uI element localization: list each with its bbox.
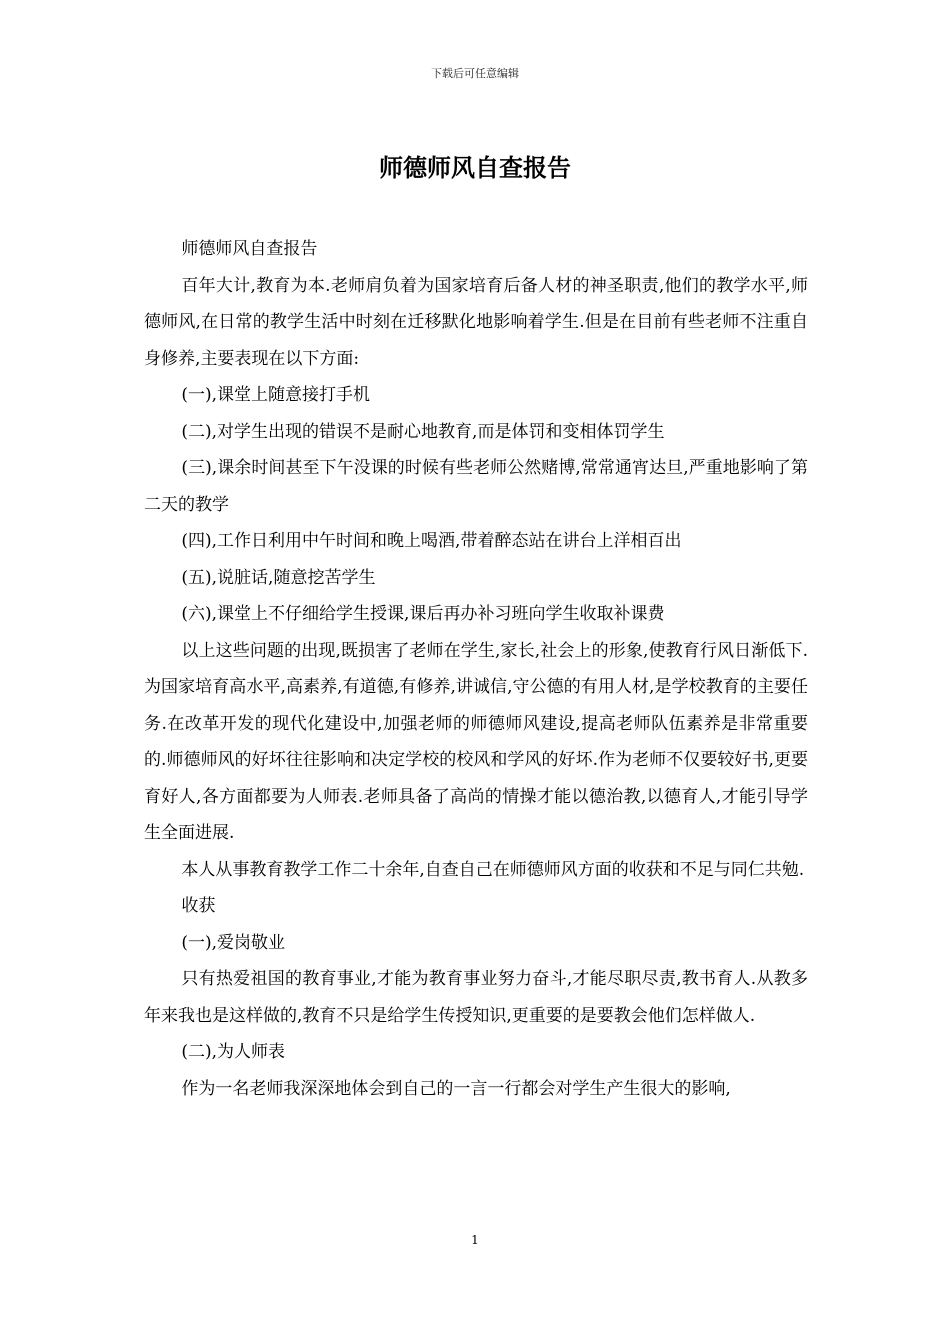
paragraph-intro: 百年大计,教育为本.老师肩负着为国家培育后备人材的神圣职责,他们的教学水平,师德师风,在日常的教学生活中时刻在迁移默化地影响着学生.但是在目前有些老师不注重自身修养,主要表现在以下方面: xyxy=(144,275,808,369)
list-item: (一),课堂上随意接打手机 xyxy=(181,385,371,405)
page-header-note: 下载后可任意编辑 xyxy=(431,67,519,80)
paragraph-self-review: 本人从事教育教学工作二十余年,自查自己在师德师风方面的收获和不足与同仁共勉. xyxy=(181,859,805,880)
document-title: 师德师风自查报告 xyxy=(379,154,571,182)
paragraph: 只有热爱祖国的教育事业,才能为教育事业努力奋斗,才能尽职尽责,教书育人.从教多年来我也是这样做的,教育不只是给学生传授知识,更重要的是要教会他们怎样做人. xyxy=(144,969,808,1026)
paragraph: 作为一名老师我深深地体会到自己的一言一行都会对学生产生很大的影响, xyxy=(181,1078,731,1099)
document-body xyxy=(144,231,808,1107)
section-heading: 收获 xyxy=(181,896,216,916)
list-item: (四),工作日利用中午时间和晚上喝酒,带着醉态站在讲台上洋相百出 xyxy=(181,531,682,551)
subsection-heading: (二),为人师表 xyxy=(181,1042,286,1062)
subsection-heading: (一),爱岗敬业 xyxy=(181,932,286,953)
list-item: (三),课余时间甚至下午没课的时候有些老师公然赌博,常常通宵达旦,严重地影响了第二天的教学 xyxy=(144,458,808,515)
list-item: (五),说脏话,随意挖苦学生 xyxy=(181,567,376,588)
list-item: (二),对学生出现的错误不是耐心地教育,而是体罚和变相体罚学生 xyxy=(181,421,665,442)
paragraph-analysis: 以上这些问题的出现,既损害了老师在学生,家长,社会上的形象,使教育行风日渐低下.为国家培育高水平,高素养,有道德,有修养,讲诚信,守公德的有用人材,是学校教育的主要任务.在改革开发的现代化建设中,加强老师的师德师风建设,提高老师队伍素养是非常重要的.师德师风的好坏往往影响和决定学校的校风和学风的好坏.作为老师不仅要较好书,更要育好人,各方面都要为人师表.老师具备了高尚的情操才能以德治教,以德育人,才能引导学生全面进展. xyxy=(144,640,808,843)
list-item: (六),课堂上不仔细给学生授课,课后再办补习班向学生收取补课费 xyxy=(181,604,665,624)
paragraph-subtitle: 师德师风自查报告 xyxy=(181,239,318,259)
page-number: 1 xyxy=(471,1233,479,1247)
